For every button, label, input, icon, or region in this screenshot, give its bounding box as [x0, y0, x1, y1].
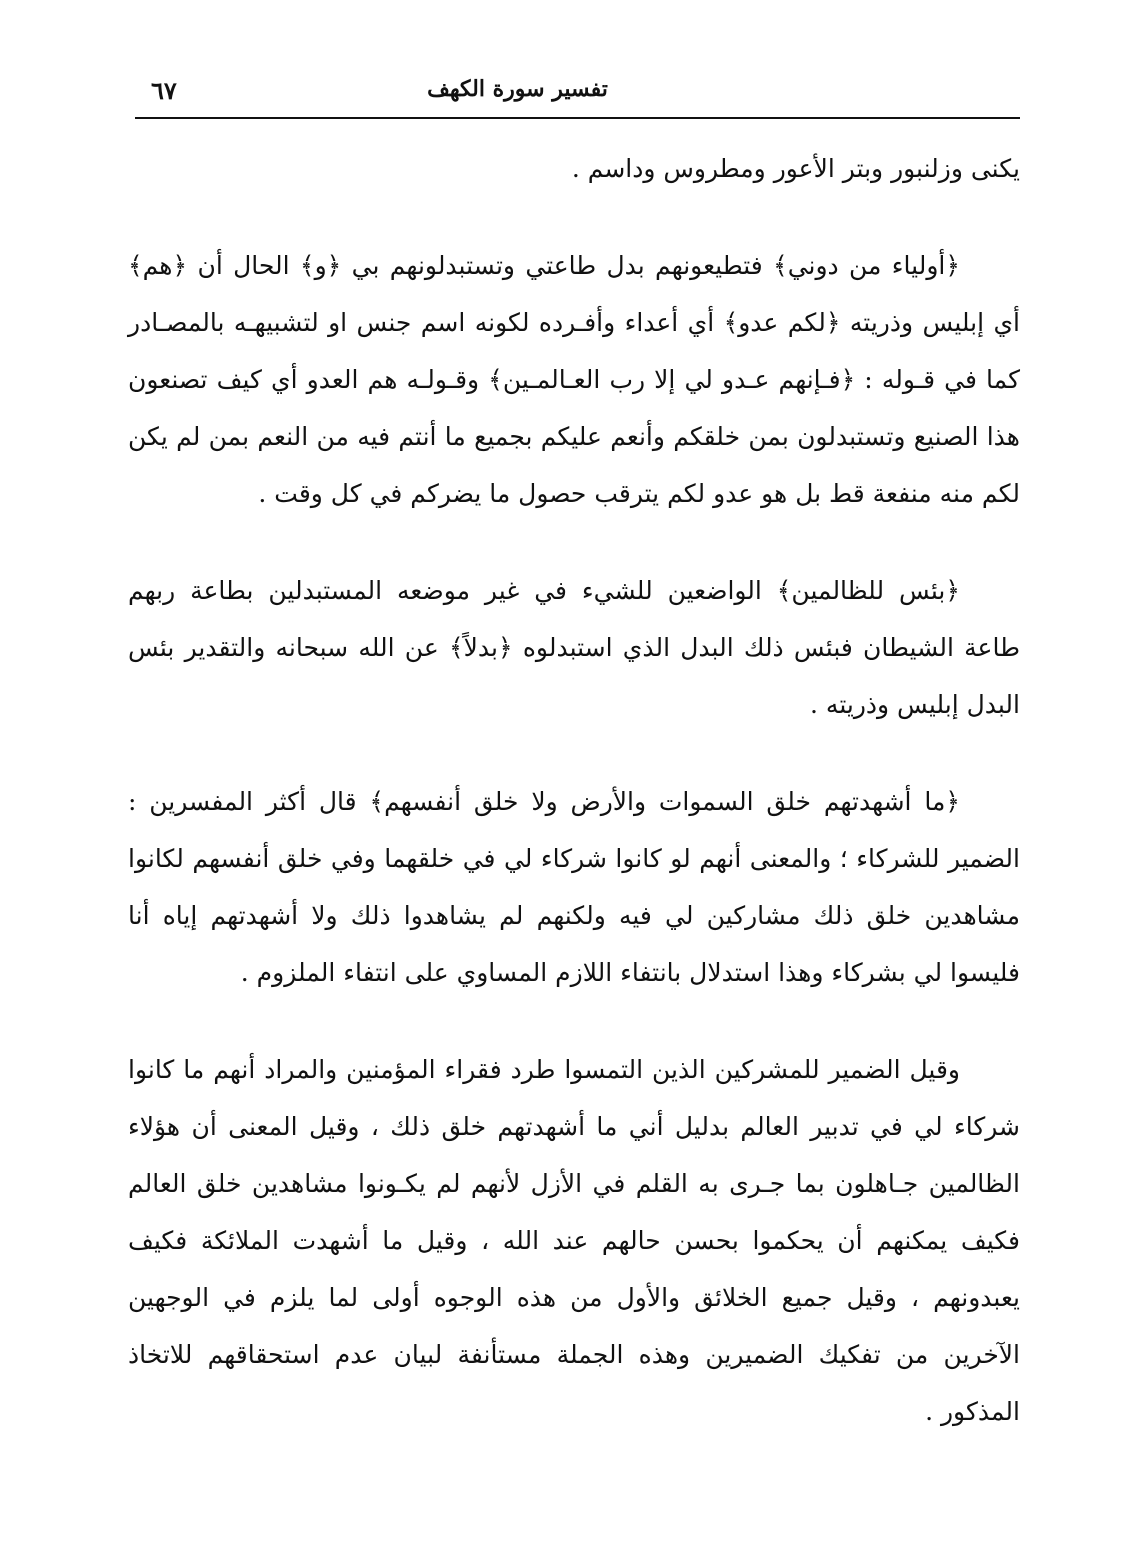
paragraph-1: يكنى وزلنبور وبتر الأعور ومطروس وداسم .: [571, 154, 1020, 183]
page-body: [128, 140, 1020, 1440]
paragraph-2: ﴿أولياء من دوني﴾ فتطيعونهم بدل طاعتي وتستبدلونهم بي ﴿و﴾ الحال أن ﴿هم﴾ أي إبليس وذريته ﴿لكم عدو﴾ أي أعداء وأفـرده لكونه اسم جنس او لتشبيهـه بالمصـادر كما في قـوله : ﴿فـإنهم عـدو لي إلا رب العـالمـين﴾ وقـولـه هم العدو أي كيف تصنعون هذا الصنيع وتستبدلون بمن خلقكم وأنعم عليكم بجميع ما أنتم فيه من النعم بمن لم يكن لكم منه منفعة قط بل هو عدو لكم يترقب حصول ما يضركم في كل وقت .: [128, 251, 1020, 508]
running-header: [135, 70, 1020, 116]
paragraph-5: وقيل الضمير للمشركين الذين التمسوا طرد فقراء المؤمنين والمراد أنهم ما كانوا شركاء لي في تدبير العالم بدليل أني ما أشهدتهم خلق ذلك ، وقيل المعنى أن هؤلاء الظالمين جـاهلون بما جـرى به القلم في الأزل لأنهم لم يكـونوا مشاهدين خلق العالم فكيف يمكنهم أن يحكموا بحسن حالهم عند الله ، وقيل ما أشهدت الملائكة فكيف يعبدونهم ، وقيل جميع الخلائق والأول من هذه الوجوه أولى لما يلزم في الوجهين الآخرين من تفكيك الضميرين وهذه الجملة مستأنفة لبيان عدم استحقاقهم للاتخاذ المذكور .: [128, 1055, 1020, 1426]
paragraph-4: ﴿ما أشهدتهم خلق السموات والأرض ولا خلق أنفسهم﴾ قال أكثر المفسرين : الضمير للشركاء ؛ والمعنى أنهم لو كانوا شركاء لي في خلقهما وفي خلق أنفسهم لكانوا مشاهدين خلق ذلك مشاركين لي فيه ولكنهم لم يشاهدوا ذلك ولا أشهدتهم إياه أنا فليسوا لي بشركاء وهذا استدلال بانتفاء اللازم المساوي على انتفاء الملزوم .: [128, 787, 1020, 987]
header-title: تفسير سورة الكهف: [427, 76, 608, 102]
page-number: ٦٧: [151, 76, 177, 105]
paragraph-3: ﴿بئس للظالمين﴾ الواضعين للشيء في غير موضعه المستبدلين بطاعة ربهم طاعة الشيطان فبئس ذلك البدل الذي استبدلوه ﴿بدلاً﴾ عن الله سبحانه والتقدير بئس البدل إبليس وذريته .: [128, 576, 1020, 719]
header-rule: [135, 117, 1020, 119]
